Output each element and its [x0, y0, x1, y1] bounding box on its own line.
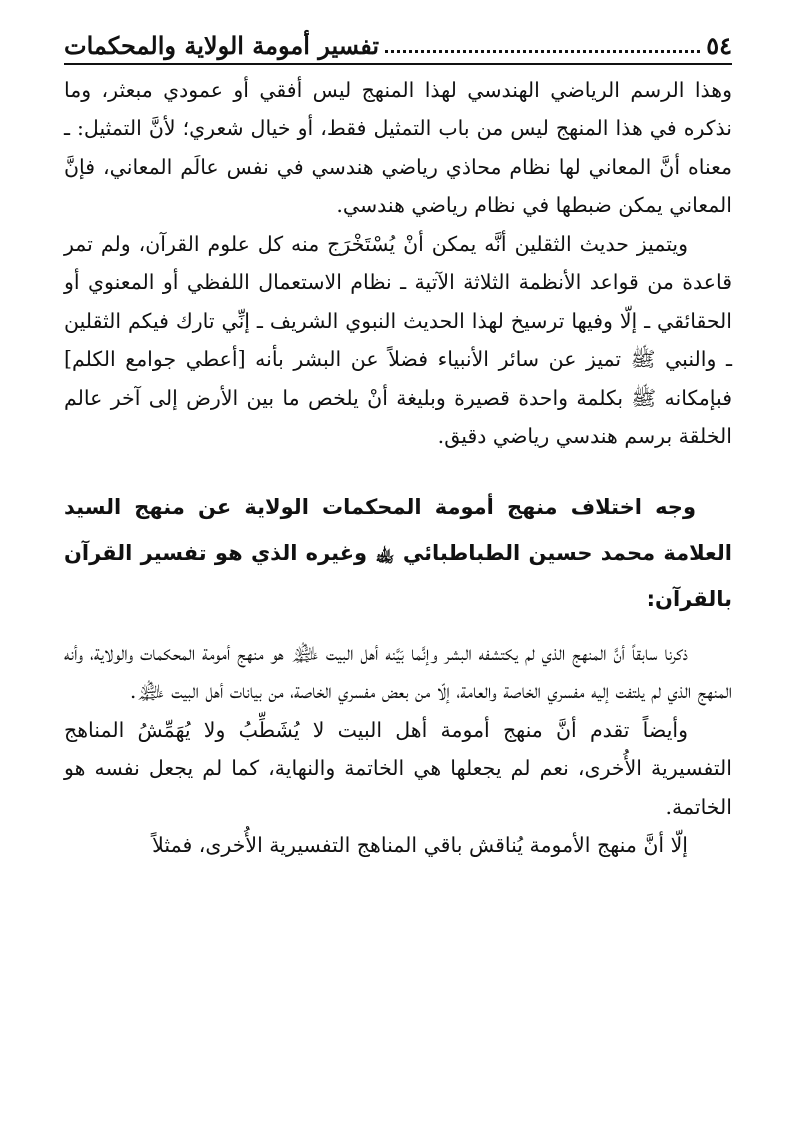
book-title: تفسير أمومة الولاية والمحكمات — [64, 31, 380, 60]
paragraph: ويتميز حديث الثقلين أنَّه يمكن أنْ يُسْتَخْرَج منه كل علوم القرآن، ولم تمر قاعدة من قواعد الأنظمة الثلاثة الآتية ـ نظام الاستعمال اللفظي أو المعنوي أو الحقائقي ـ إلّا وفيها ترسيخ لهذا الحديث النبوي الشريف ـ إنِّي تارك فيكم الثقلين ـ والنبي ﷺ تميز عن سائر الأنبياء فضلاً عن البشر بأنه [أعطي جوامع الكلم] فبإمكانه ﷺ بكلمة واحدة قصيرة وبليغة أنْ يلخص ما بين الأرض إلى آخر عالم الخلقة برسم هندسي رياضي دقيق. — [64, 231, 732, 449]
paragraph: إلّا أنَّ منهج الأمومة يُناقش باقي المناهج التفسيرية الأُخرى، فمثلاً — [152, 833, 688, 858]
paragraph: ذكرنا سابقاً أنَّ المنهج الذي لم يكتشفه البشر وإنَّما بَيَّنه أهل البيت ﵈ هو منهج أمومة المحكمات والولاية، وأنه المنهج الذي لم يلتفت إليه مفسري الخاصة والعامة، إلّا من بعض مفسري الخاصة، من بيانات أهل البيت ﵈. — [64, 640, 732, 704]
header-dot-leader — [385, 50, 700, 53]
running-header — [64, 32, 732, 65]
section-heading: وجه اختلاف منهج أمومة المحكمات الولاية عن منهج السيد العلامة محمد حسين الطباطبائي ﵀ وغيره الذي هو تفسير القرآن بالقرآن: — [64, 494, 732, 611]
page-number: ٥٤ — [706, 31, 732, 60]
paragraph: وأيضاً تقدم أنَّ منهج أمومة أهل البيت لا يُشَطِّبُ ولا يُهَمِّشُ المناهج التفسيرية الأُخرى، نعم لم يجعلها هي الخاتمة والنهاية، كما لم يجعل نفسه هو الخاتمة. — [64, 717, 732, 819]
paragraph: وهذا الرسم الرياضي الهندسي لهذا المنهج ليس أفقي أو عمودي مبعثر، وما نذكره في هذا المنهج ليس من باب التمثيل فقط، أو خيال شعري؛ لأنَّ التمثيل: ـ معناه أنَّ المعاني لها نظام محاذي رياضي هندسي في نفس عالَم المعاني، فإنَّ المعاني يمكن ضبطها في نظام رياضي هندسي. — [64, 77, 732, 218]
